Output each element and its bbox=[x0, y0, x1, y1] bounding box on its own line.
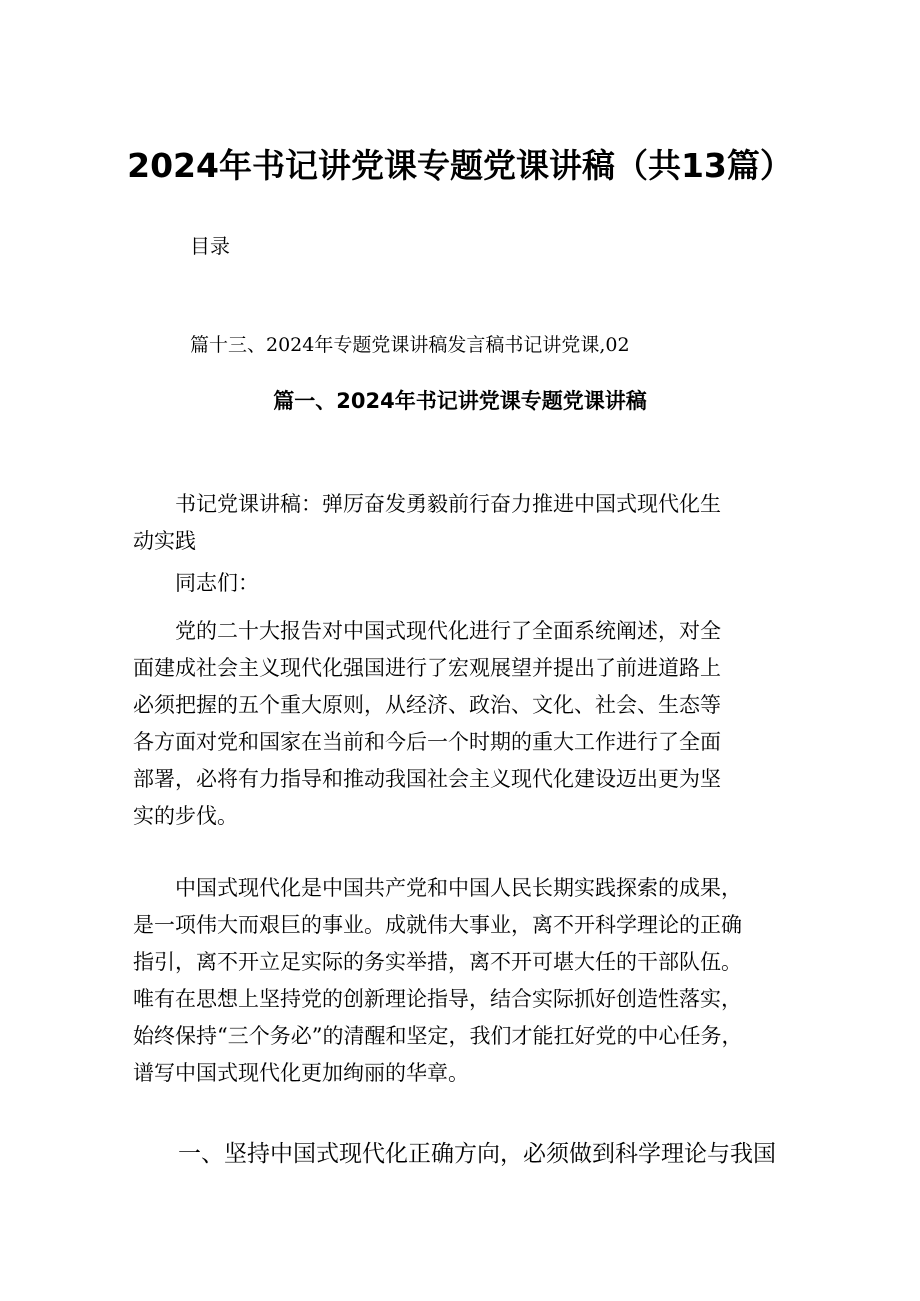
paragraph-1 bbox=[133, 613, 793, 835]
speech-title-line: 动实践 bbox=[133, 529, 196, 553]
salutation bbox=[133, 565, 793, 602]
document-title: 2024年书记讲党课专题党课讲稿（共13篇） bbox=[127, 146, 793, 185]
paragraph-line: 面建成社会主义现代化强国进行了宏观展望并提出了前进道路上 bbox=[133, 656, 721, 680]
toc-entry: 篇十三、2024年专题党课讲稿发言稿书记讲党课,02 bbox=[190, 334, 630, 356]
paragraph-2 bbox=[133, 870, 793, 1092]
paragraph-line: 必须把握的五个重大原则，从经济、政治、文化、社会、生态等 bbox=[133, 693, 721, 717]
salutation-text: 同志们： bbox=[175, 571, 259, 595]
paragraph-line: 始终保持“三个务必”的清醒和坚定，我们才能扛好党的中心任务， bbox=[133, 1024, 743, 1048]
paragraph-line: 实的步伐。 bbox=[133, 804, 238, 828]
paragraph-line: 是一项伟大而艰巨的事业。成就伟大事业，离不开科学理论的正确 bbox=[133, 913, 742, 937]
speech-title-line: 书记党课讲稿：弹厉奋发勇毅前行奋力推进中国式现代化生 bbox=[175, 492, 721, 516]
speech-title bbox=[133, 486, 793, 560]
paragraph-line: 唯有在思想上坚持党的创新理论指导，结合实际抓好创造性落实， bbox=[133, 987, 742, 1011]
paragraph-line: 中国式现代化是中国共产党和中国人民长期实践探索的成果， bbox=[175, 876, 742, 900]
paragraph-line: 部署，必将有力指导和推动我国社会主义现代化建设迈出更为坚 bbox=[133, 767, 721, 791]
section-heading: 篇一、2024年书记讲党课专题党课讲稿 bbox=[273, 389, 647, 413]
toc-label: 目录 bbox=[190, 234, 230, 258]
paragraph-line: 谱写中国式现代化更加绚丽的华章。 bbox=[133, 1061, 469, 1085]
paragraph-line: 党的二十大报告对中国式现代化进行了全面系统阐述，对全 bbox=[175, 619, 721, 643]
subheading: 一、坚持中国式现代化正确方向，必须做到科学理论与我国 bbox=[178, 1141, 776, 1167]
paragraph-line: 各方面对党和国家在当前和今后一个时期的重大工作进行了全面 bbox=[133, 730, 721, 754]
paragraph-line: 指引，离不开立足实际的务实举措，离不开可堪大任的干部队伍。 bbox=[133, 950, 742, 974]
